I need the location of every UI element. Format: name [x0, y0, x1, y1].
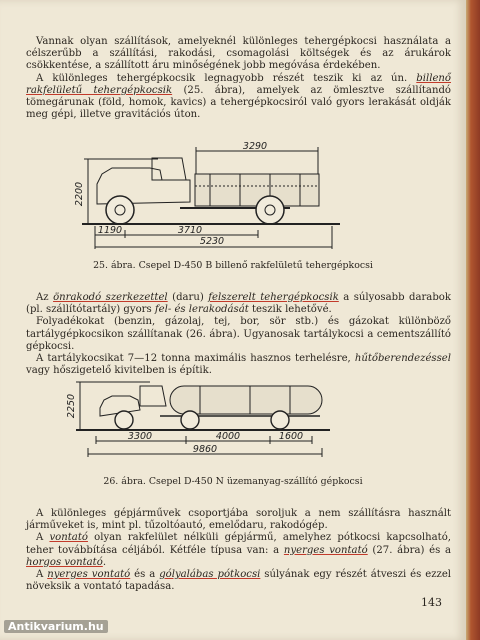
tanker-cab: [140, 386, 166, 406]
paragraph-2: A különleges tehergépkocsik legnagyobb részét teszik ki az ún. billenő rakfelületű tehergépkocsik (25. ábra), amelyek az ömlesztve szállítandó tömegárunak (föld, homok, kavics) a tehergépkocsiról való gyors lerakását oldják meg gépi, illetve gravitációs úton.: [26, 72, 451, 121]
dim-label-seg1: 3300: [127, 431, 153, 442]
term-tipper: billenő rakfelületű tehergépkocsik: [26, 72, 451, 96]
dim-label-wheelbase: 3710: [177, 225, 203, 236]
tanker-tank: [170, 386, 322, 414]
dim-label-length: 5230: [199, 236, 225, 247]
paragraph-4: Folyadékokat (benzin, gázolaj, tej, bor, sör stb.) és gázokat különböző tartálygépkocsikon szállítanak (26. ábra). Ugyanosak tartálykocsi a cementszállító gépkocsi.: [26, 316, 451, 352]
paragraph-5: A tartálykocsikat 7—12 tonna maximális hasznos terhelésre, hűtőberendezéssel vagy hőszigetelő kivitelben is építik.: [26, 353, 451, 377]
figure-26-tanker-truck: [0, 376, 466, 462]
figure-25-caption: 25. ábra. Csepel D-450 B billenő rakfelületű tehergépkocsi: [93, 260, 373, 271]
dim-label-overhang: 1190: [97, 225, 123, 236]
dim-label-length: 9860: [192, 444, 218, 455]
text-block-top: [26, 36, 451, 121]
dim-label-seg3: 1600: [278, 431, 304, 442]
text-block-middle: [26, 292, 451, 377]
figure-26-caption: 26. ábra. Csepel D-450 N üzemanyag-szállító gépkocsi: [103, 476, 363, 487]
tanker-front-wheel: [115, 411, 133, 429]
figure-25-tipper-truck: [0, 138, 466, 250]
tanker-middle-wheel: [181, 411, 199, 429]
tanker-rear-wheel: [271, 411, 289, 429]
paragraph-1: Vannak olyan szállítások, amelyeknél különleges tehergépkocsi használata a célszerűbb a szállítási, rakodási, csomagolási költségek és az árukárok csökkentése, a szállított áru minőségének jobb megóvása érdekében.: [26, 36, 451, 72]
text-block-bottom: [26, 508, 451, 593]
paragraph-3: Az önrakodó szerkezettel (daru) felszerelt tehergépkocsik a súlyosabb darabok (pl. szállítótartály) gyors fel- és lerakodását teszik lehetővé.: [26, 292, 451, 316]
dim-label-height: 2250: [66, 393, 77, 419]
paragraph-6: A különleges gépjárművek csoportjába soroljuk a nem szállításra használt járműveket is, mint pl. tűzoltóautó, emelődaru, rakodógép.: [26, 508, 451, 532]
page-number: 143: [421, 596, 442, 609]
dim-label-height: 2200: [74, 181, 85, 207]
paragraph-8: A nyerges vontató és a gólyalábas pótkocsi súlyának egy részét átveszi és ezzel növeksik a vontató tapadása.: [26, 569, 452, 593]
front-wheel: [106, 196, 134, 224]
book-edge: [466, 0, 480, 640]
dim-label-seg2: 4000: [215, 431, 241, 442]
watermark: Antikvarium.hu: [4, 620, 108, 633]
dim-label-bed: 3290: [242, 141, 268, 152]
paragraph-7: A vontató olyan rakfelület nélküli gépjármű, amelyhez pótkocsi kapcsolható, teher továbbítása céljából. Kétféle típusa van: a nyerges vontató (27. ábra) és a horgos vontató.: [26, 532, 452, 568]
rear-wheel: [256, 196, 284, 224]
